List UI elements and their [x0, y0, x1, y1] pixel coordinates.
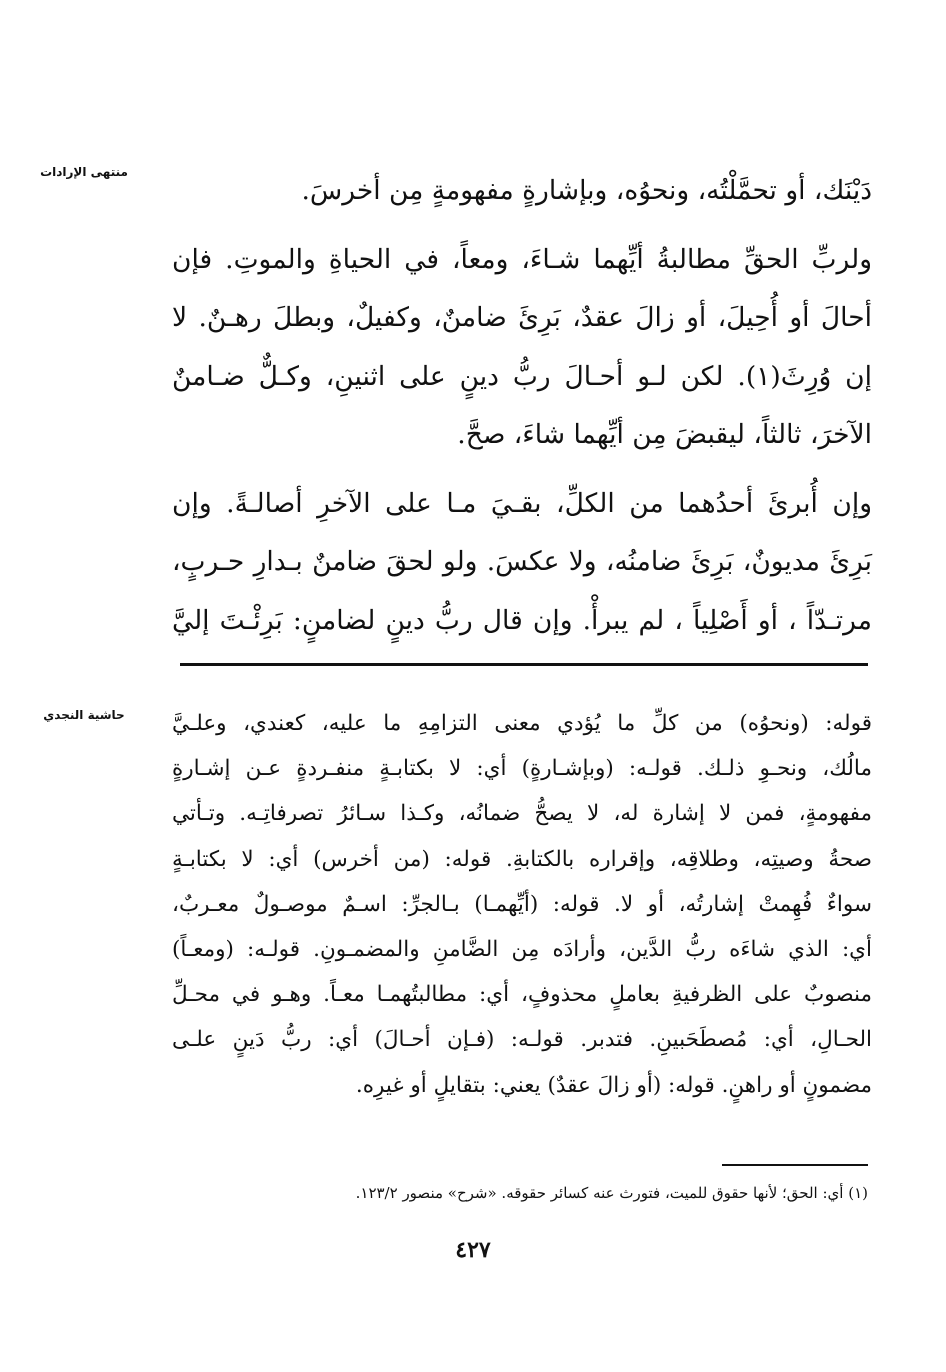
main-line: دَيْنَك، أو تحمَّلْتُه، ونحوُه، وبإشارةٍ مفهومةٍ مِن أخرسَ.	[301, 175, 872, 206]
notes-text	[172, 701, 872, 1108]
main-text	[172, 162, 872, 650]
main-line: إن وُرِثَ(١). لكن لـو أحـالَ ربُّ دينٍ على اثنينِ، وكـلٌّ ضـامنٌ	[172, 360, 872, 392]
notes-line: الحـالِ، أي: مُصطَحَبينِ. فتدبر. قولـه: (فـإن أحـالَ) أي: ربُّ دَينٍ علـى	[172, 1027, 872, 1053]
page-number: ٤٢٧	[455, 1237, 491, 1263]
notes-line: مالُك، ونحـوِ ذلـك. قولـه: (وبإشـارةٍ) أي: لا بكتابـةٍ منفـردةٍ عـن إشـارةٍ	[172, 756, 872, 782]
side-label-main: منتهى الإرادات	[40, 165, 128, 179]
footnote: (١) أي: الحق؛ لأنها حقوق للميت، فتورث عنه كسائر حقوقه. «شرح» منصور ١٢٣/٢.	[355, 1184, 868, 1202]
notes-line: مضمونٍ أو راهنٍ. قوله: (أو زالَ عقدٌ) يعني: بتقايلٍ أو غيرِه.	[355, 1072, 872, 1098]
main-line: وإن أُبرئَ أحدُهما من الكلِّ، بقـيَ مـا على الآخرِ أصالـةً. وإن	[172, 487, 872, 519]
main-line: أحالَ أو أُحِيلَ، أو زالَ عقدٌ، بَرِئَ ضامنٌ، وكفيلٌ، وبطلَ رهـنٌ. لا	[172, 302, 872, 333]
notes-line: منصوبٌ على الظرفيةِ بعاملٍ محذوفٍ، أي: مطالبتُهمـا معـاً. وهـو في محـلِّ	[172, 982, 872, 1008]
notes-line: قوله: (ونحوُه) من كلِّ ما يُؤدي معنى التزامِهِ ما عليه، كعندي، وعلـيَّ	[172, 711, 872, 736]
main-line: ولربِّ الحقِّ مطالبةُ أيِّهما شـاءَ، ومعاً، في الحياةِ والموتِ. فإن	[172, 243, 872, 275]
notes-line: سواءٌ فُهِمتْ إشارتُه، أو لا. قوله: (أيِّهمـا) بـالجرِّ: اسـمٌ موصـولٌ معـربٌ،	[172, 891, 872, 917]
footnote-divider	[722, 1164, 868, 1166]
notes-line: أي: الذي شاءَه ربُّ الدَّين، وأرادَه مِن الضَّامنِ والمضمـونِ. قولـه: (ومعـاً)	[172, 937, 872, 963]
main-line: مرتـدّاً ، أو أَصْلِياً ، لم يبرأْ. وإن قال ربُّ دينٍ لضامنٍ: بَرِئْـتَ إليَّ	[172, 604, 872, 636]
notes-line: صحةُ وصيتِه، وطلاقِه، وإقراره بالكتابةِ. قوله: (من أخرس) أي: لا بكتابـةٍ	[172, 846, 872, 872]
section-divider	[180, 663, 868, 666]
main-line: بَرِئَ مديونٌ، بَرِئَ ضامنُه، ولا عكسَ. ولو لحقَ ضامنٌ بـدارِ حـربٍ،	[172, 546, 872, 577]
notes-line: مفهومةٍ، فمن لا إشارة له، لا يصحُّ ضمانُه، وكـذا سـائرُ تصرفاتِـه. وتـأتي	[172, 801, 872, 827]
side-label-notes: حاشية النجدي	[43, 708, 125, 722]
main-line: الآخرَ، ثالثاً، ليقبضَ مِن أيِّهما شاءَ، صحَّ.	[457, 419, 872, 450]
